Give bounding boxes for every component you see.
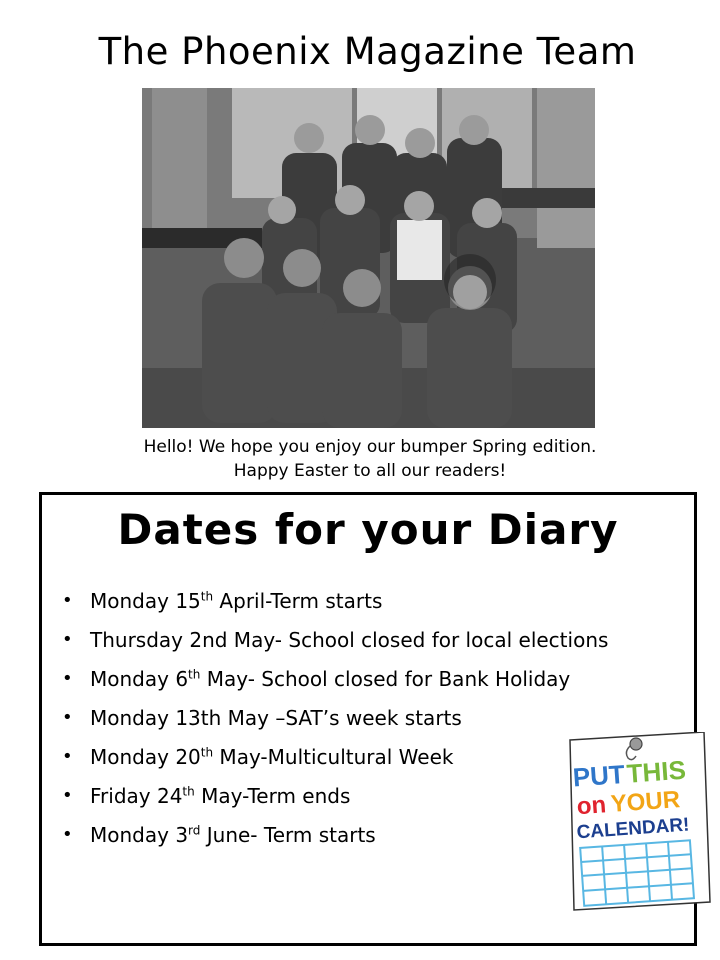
- word-calendar: CALENDAR!: [575, 814, 691, 844]
- bullet-icon: •: [62, 746, 73, 767]
- list-item: • Monday 13th May –SAT’s week starts: [62, 706, 462, 730]
- list-item: • Monday 15th April-Term starts: [62, 589, 383, 613]
- intro-line-2: Happy Easter to all our readers!: [233, 461, 507, 481]
- diary-heading: Dates for your Diary: [117, 505, 619, 554]
- word-this: THIS: [625, 754, 687, 789]
- bullet-icon: •: [62, 668, 73, 689]
- put-this-on-your-calendar-graphic: [564, 732, 712, 912]
- intro-message: [40, 435, 700, 483]
- bullet-icon: •: [62, 629, 73, 650]
- bullet-icon: •: [62, 824, 73, 845]
- bullet-icon: •: [62, 590, 73, 611]
- bullet-icon: •: [62, 785, 73, 806]
- diary-list: [62, 587, 622, 860]
- diary-panel: [39, 492, 697, 946]
- team-photo: [142, 88, 595, 428]
- intro-line-1: Hello! We hope you enjoy our bumper Spring edition.: [143, 437, 597, 457]
- word-your: YOUR: [609, 786, 681, 818]
- bullet-icon: •: [62, 707, 73, 728]
- page-title: The Phoenix Magazine Team: [98, 30, 637, 73]
- list-item: • Friday 24th May-Term ends: [62, 784, 351, 808]
- list-item: • Monday 20th May-Multicultural Week: [62, 745, 454, 769]
- word-on: on: [575, 791, 608, 821]
- word-put: PUT: [571, 758, 626, 793]
- list-item: • Monday 6th May- School closed for Bank Holiday: [62, 667, 571, 691]
- list-item: • Monday 3rd June- Term starts: [62, 823, 376, 847]
- list-item: • Thursday 2nd May- School closed for local elections: [62, 628, 609, 652]
